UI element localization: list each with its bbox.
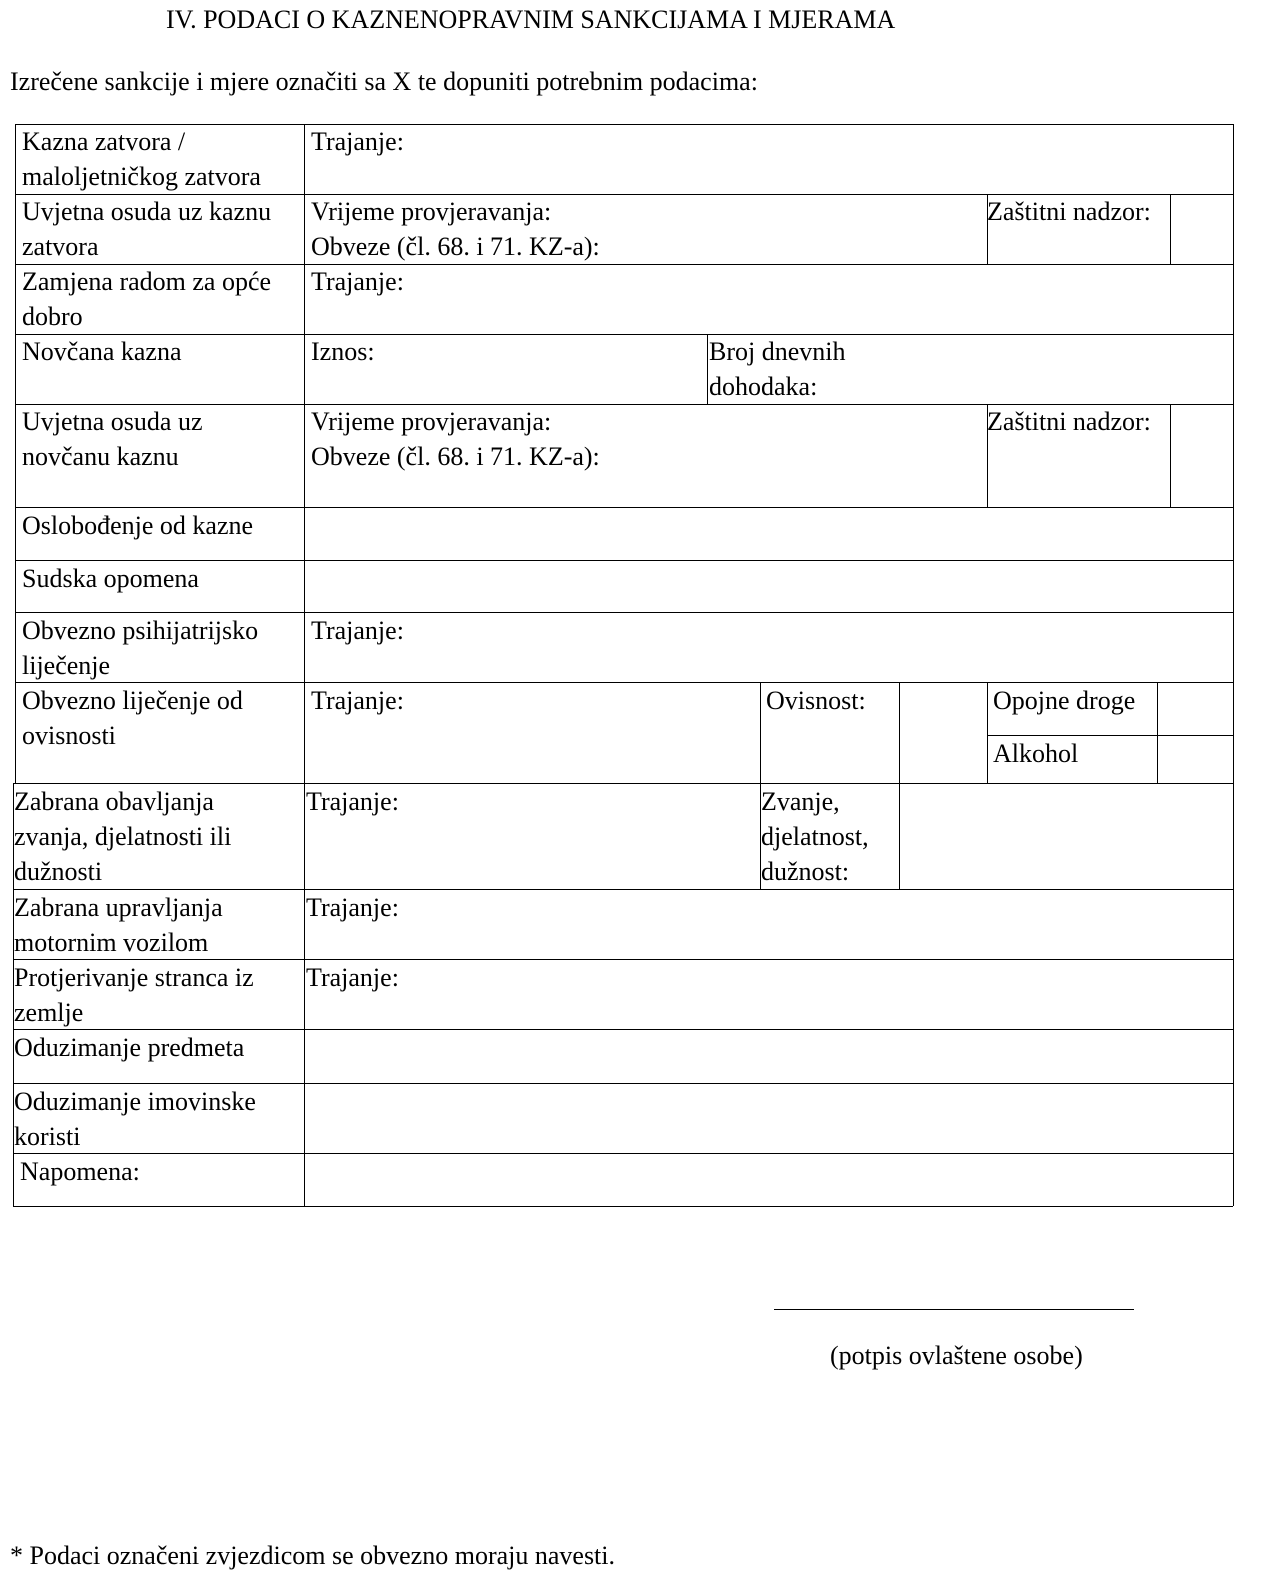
row-label-uvjetna-novcana: Uvjetna osuda uz [22,407,203,436]
footnote: * Podaci označeni zvjezdicom se obvezno moraju navesti. [10,1541,616,1570]
row-label-zamjena-2: dobro [22,302,83,331]
field-imovinske[interactable] [305,1084,1232,1152]
option-label-droge: Opojne droge [993,686,1136,715]
row-label-uvjetna-zatvor: Uvjetna osuda uz kaznu [22,197,272,226]
checkbox-zastitni-zatvor[interactable] [1171,195,1232,263]
row-label-zabrana-zvanja: Zabrana obavljanja [14,787,214,816]
field-label-broj-dohodaka: Broj dnevnih [709,337,846,366]
row-label-uvjetna-novcana-2: novčanu kaznu [22,442,179,471]
row-label-psihijatrijsko: Obvezno psihijatrijsko [22,616,259,645]
row-label-protjerivanje-2: zemlje [14,998,84,1027]
field-label-ovisnost: Ovisnost: [766,686,866,715]
row-label-zabrana-vozila-2: motornim vozilom [14,928,209,957]
field-label-obveze: Obveze (čl. 68. i 71. KZ-a): [311,232,600,261]
row-label-imovinske: Oduzimanje imovinske [14,1087,256,1116]
row-label-novcana: Novčana kazna [22,337,182,366]
field-label-iznos: Iznos: [311,337,375,366]
row-label-opomena: Sudska opomena [22,564,199,593]
checkbox-alkohol[interactable] [1158,736,1232,782]
field-predmeta[interactable] [305,1030,1232,1082]
row-label-oslobodjenje: Oslobođenje od kazne [22,511,254,540]
checkbox-droge[interactable] [1158,683,1232,734]
field-label-zastitni: Zaštitni nadzor: [987,197,1151,226]
field-oslobodjenje[interactable] [305,508,1232,559]
row-label-zabrana-vozila: Zabrana upravljanja [14,893,223,922]
field-label-trajanje: Trajanje: [311,127,404,156]
option-label-alkohol: Alkohol [993,739,1079,768]
row-label-psihijatrijsko-2: liječenje [22,651,111,680]
field-opomena[interactable] [305,561,1232,611]
field-napomena[interactable] [305,1154,1232,1205]
row-label-kazna-zatvora-2: maloljetničkog zatvora [22,162,261,191]
field-label-trajanje: Trajanje: [311,616,404,645]
row-label-zamjena: Zamjena radom za opće [22,267,272,296]
row-label-imovinske-2: koristi [14,1122,81,1151]
field-label-broj-dohodaka-2: dohodaka: [709,372,818,401]
field-label-trajanje: Trajanje: [311,686,404,715]
field-label-zvanje-3: dužnost: [761,857,850,886]
row-label-ovisnosti: Obvezno liječenje od [22,686,243,715]
field-label-vrijeme: Vrijeme provjeravanja: [311,197,552,226]
field-label-trajanje: Trajanje: [306,787,399,816]
row-label-zabrana-zvanja-2: zvanja, djelatnosti ili [14,822,232,851]
field-label-zvanje: Zvanje, [761,787,840,816]
checkbox-zastitni-novcana[interactable] [1171,405,1232,506]
row-label-protjerivanje: Protjerivanje stranca iz [14,963,254,992]
field-label-trajanje: Trajanje: [311,267,404,296]
field-label-obveze: Obveze (čl. 68. i 71. KZ-a): [311,442,600,471]
row-label-kazna-zatvora: Kazna zatvora / [22,127,186,156]
row-label-napomena: Napomena: [20,1157,140,1186]
page-title: IV. PODACI O KAZNENOPRAVNIM SANKCIJAMA I MJERAMA [166,5,896,34]
signature-caption: (potpis ovlaštene osobe) [830,1341,1083,1370]
row-label-predmeta: Oduzimanje predmeta [14,1033,245,1062]
field-label-zastitni: Zaštitni nadzor: [987,407,1151,436]
field-label-zvanje-2: djelatnost, [761,822,869,851]
instruction-text: Izrečene sankcije i mjere označiti sa X te dopuniti potrebnim podacima: [10,67,758,96]
field-label-vrijeme: Vrijeme provjeravanja: [311,407,552,436]
row-label-zabrana-zvanja-3: dužnosti [14,857,103,886]
field-label-trajanje: Trajanje: [306,963,399,992]
field-label-trajanje: Trajanje: [306,893,399,922]
row-label-ovisnosti-2: ovisnosti [22,721,116,750]
signature-line [774,1309,1134,1310]
row-label-uvjetna-zatvor-2: zatvora [22,232,99,261]
